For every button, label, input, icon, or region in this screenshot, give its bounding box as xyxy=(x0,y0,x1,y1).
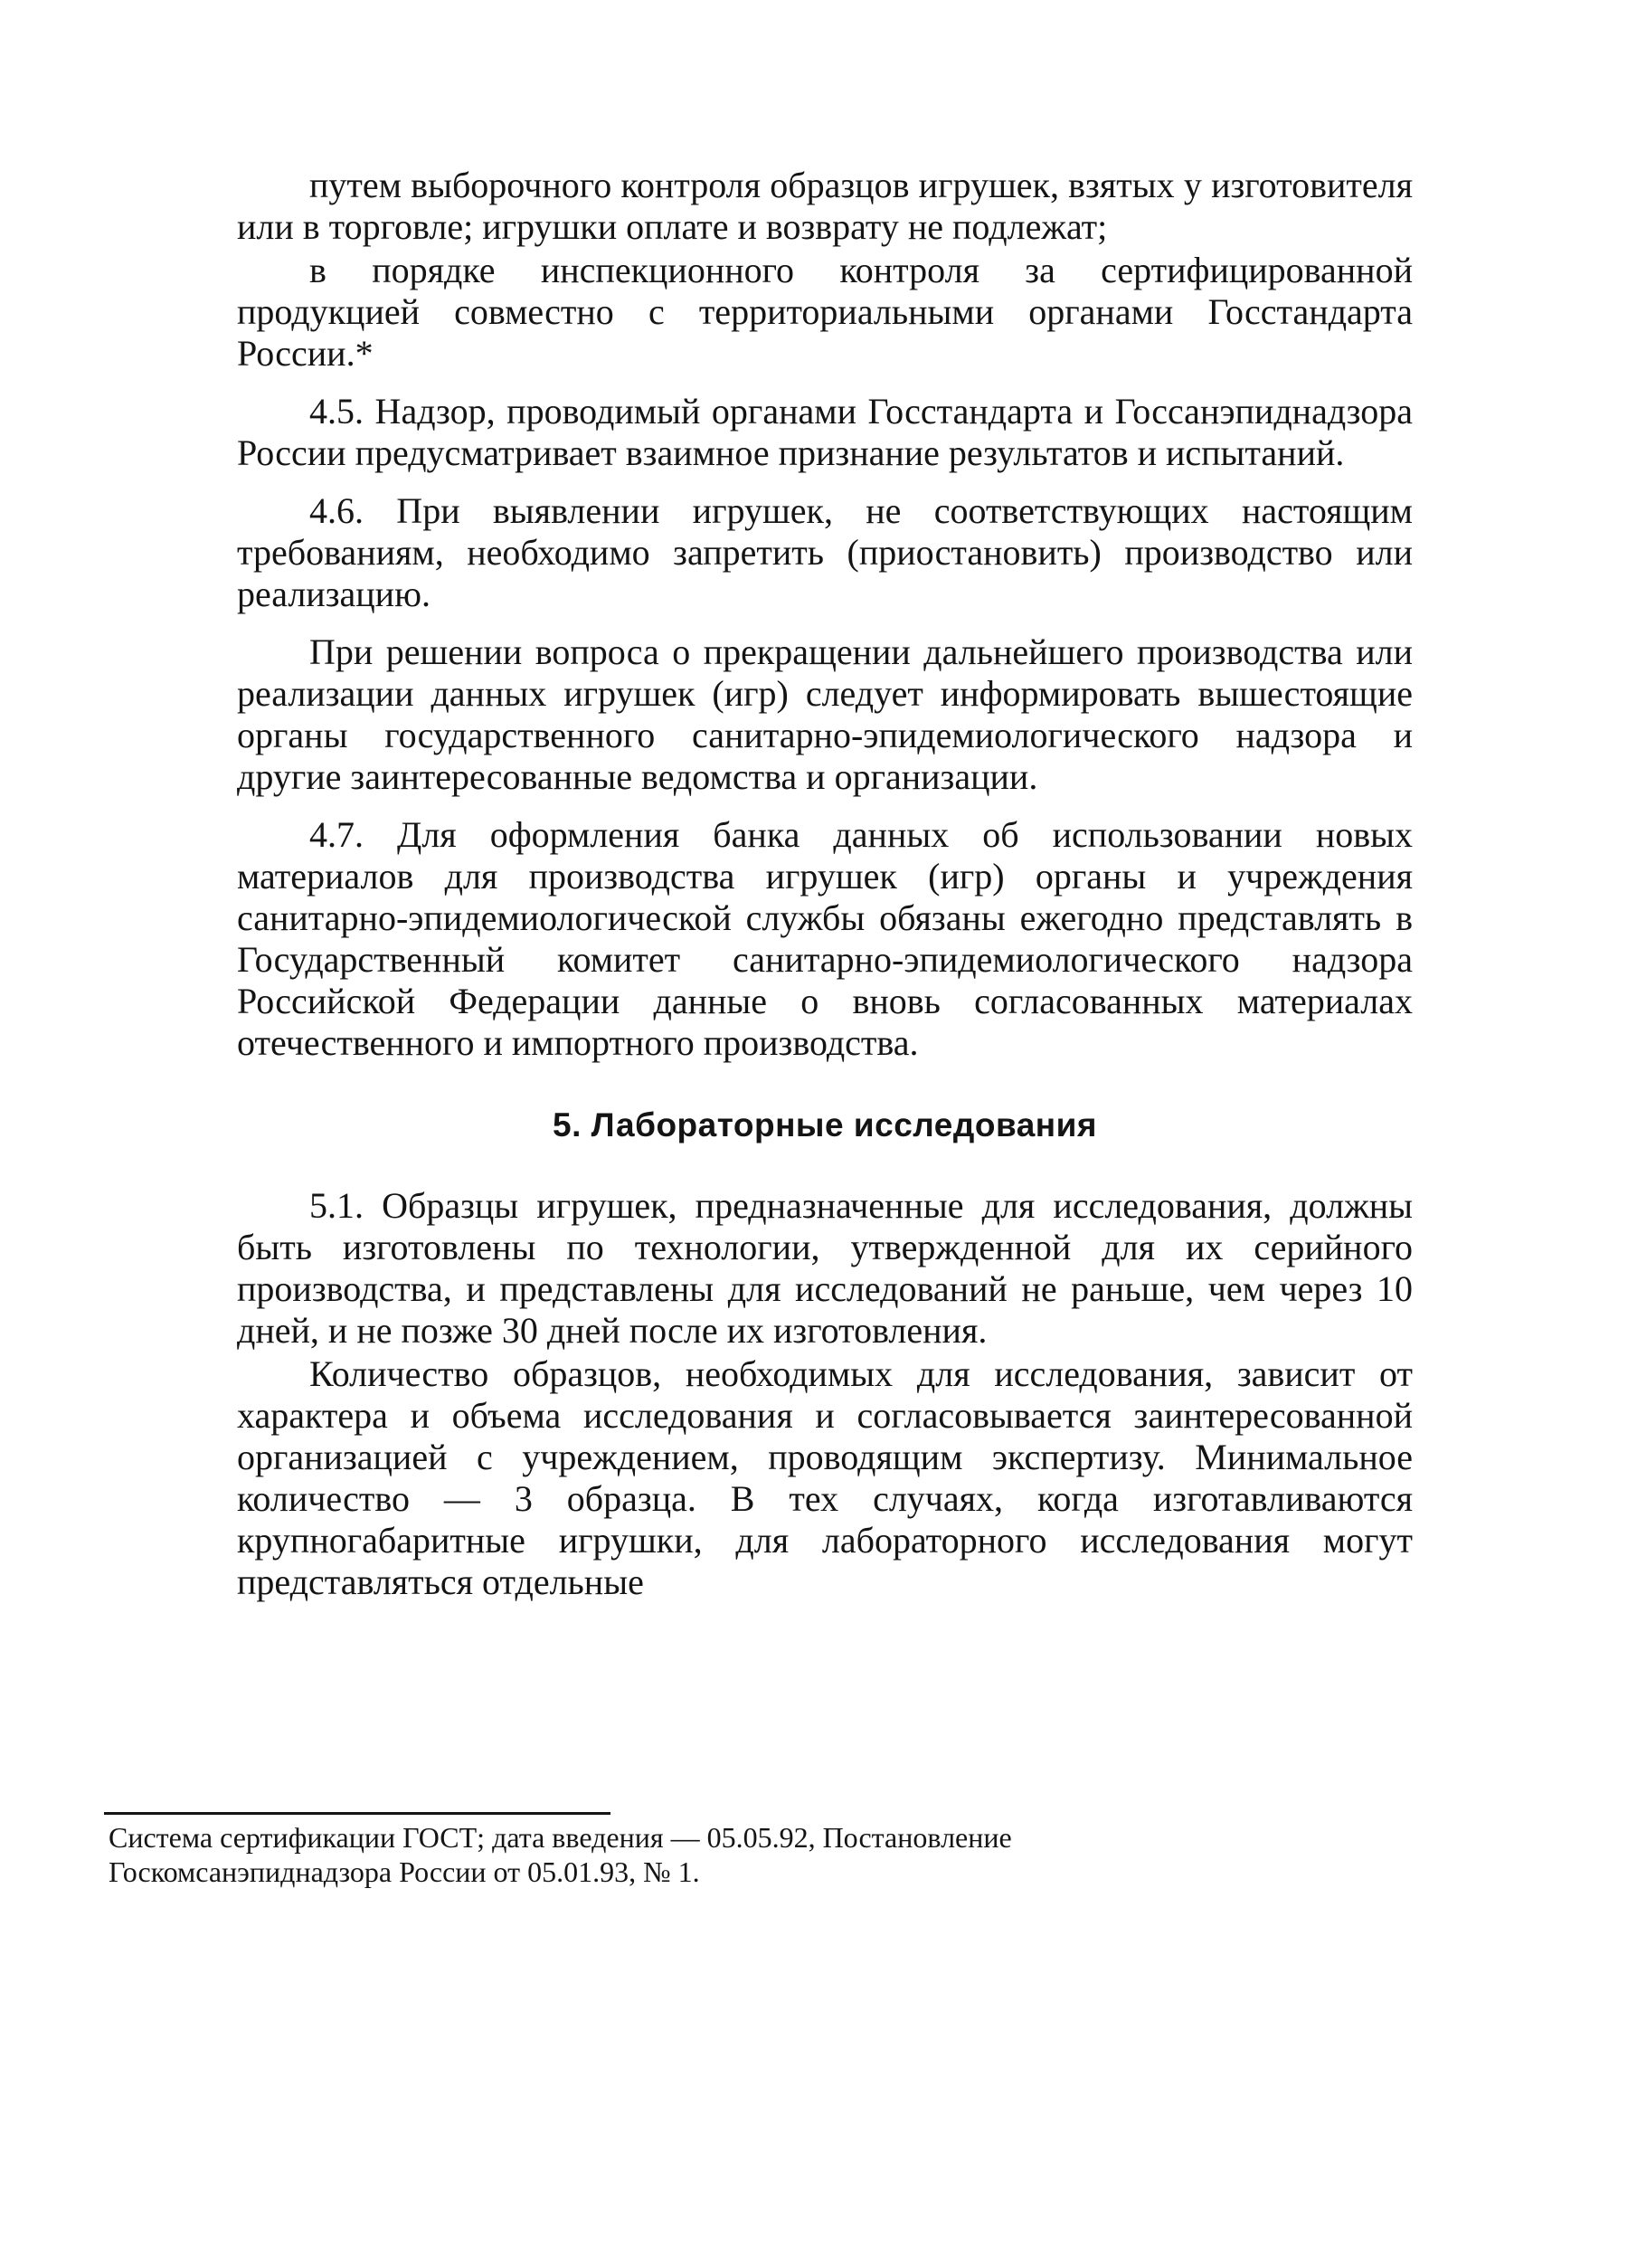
footnote-line-1: Система сертификации ГОСТ; дата введения — 05.05.92, Постановление xyxy=(109,1821,1012,1854)
paragraph-4-6: 4.6. При выявлении игрушек, не соответствующих настоящим требованиям, необходимо запретить (приостановить) производство или реализацию. xyxy=(237,490,1413,614)
section-heading-lab-research: 5. Лабораторные исследования xyxy=(553,1106,1097,1143)
paragraph-inspection-control: в порядке инспекционного контроля за сертифицированной продукцией совместно с территориальными органами Госстандарта России.* xyxy=(237,250,1413,374)
paragraph-sample-quantity: Количество образцов, необходимых для исследования, зависит от характера и объема исследования и согласовывается заинтересованной организацией с учреждением, проводящим экспертизу. Минимальное количество — 3 образца. В тех случаях, когда изготавливаются крупногабаритные игрушки, для лабораторного исследования могут представляться отдельные xyxy=(237,1353,1413,1602)
paragraph-4-5: 4.5. Надзор, проводимый органами Госстандарта и Госсанэпиднадзора России предусматривает взаимное признание результатов и испытаний. xyxy=(237,391,1413,473)
footnote xyxy=(109,1820,1284,1889)
document-page xyxy=(237,165,1413,1603)
footnote-line-2: Госкомсанэпиднадзора России от 05.01.93, № 1. xyxy=(109,1855,700,1888)
paragraph-5-1: 5.1. Образцы игрушек, предназначенные для исследования, должны быть изготовлены по технологии, утвержденной для их серийного производства, и представлены для исследований не раньше, чем через 10 дней, и не позже 30 дней после их изготовления. xyxy=(237,1185,1413,1351)
paragraph-4-7: 4.7. Для оформления банка данных об использовании новых материалов для производства игрушек (игр) органы и учреждения санитарно-эпидемиологической службы обязаны ежегодно представлять в Государственный комитет санитарно-эпидемиологического надзора Российской Федерации данные о вновь согласованных материалах отечественного и импортного производства. xyxy=(237,814,1413,1063)
paragraph-sampling-control: путем выборочного контроля образцов игрушек, взятых у изготовителя или в торговле; игрушки оплате и возврату не подлежат; xyxy=(237,165,1413,247)
paragraph-termination-decision: При решении вопроса о прекращении дальнейшего производства или реализации данных игрушек (игр) следует информировать вышестоящие органы государственного санитарно-эпидемиологического надзора и другие заинтересованные ведомства и организации. xyxy=(237,631,1413,797)
footnote-divider xyxy=(104,1812,610,1815)
